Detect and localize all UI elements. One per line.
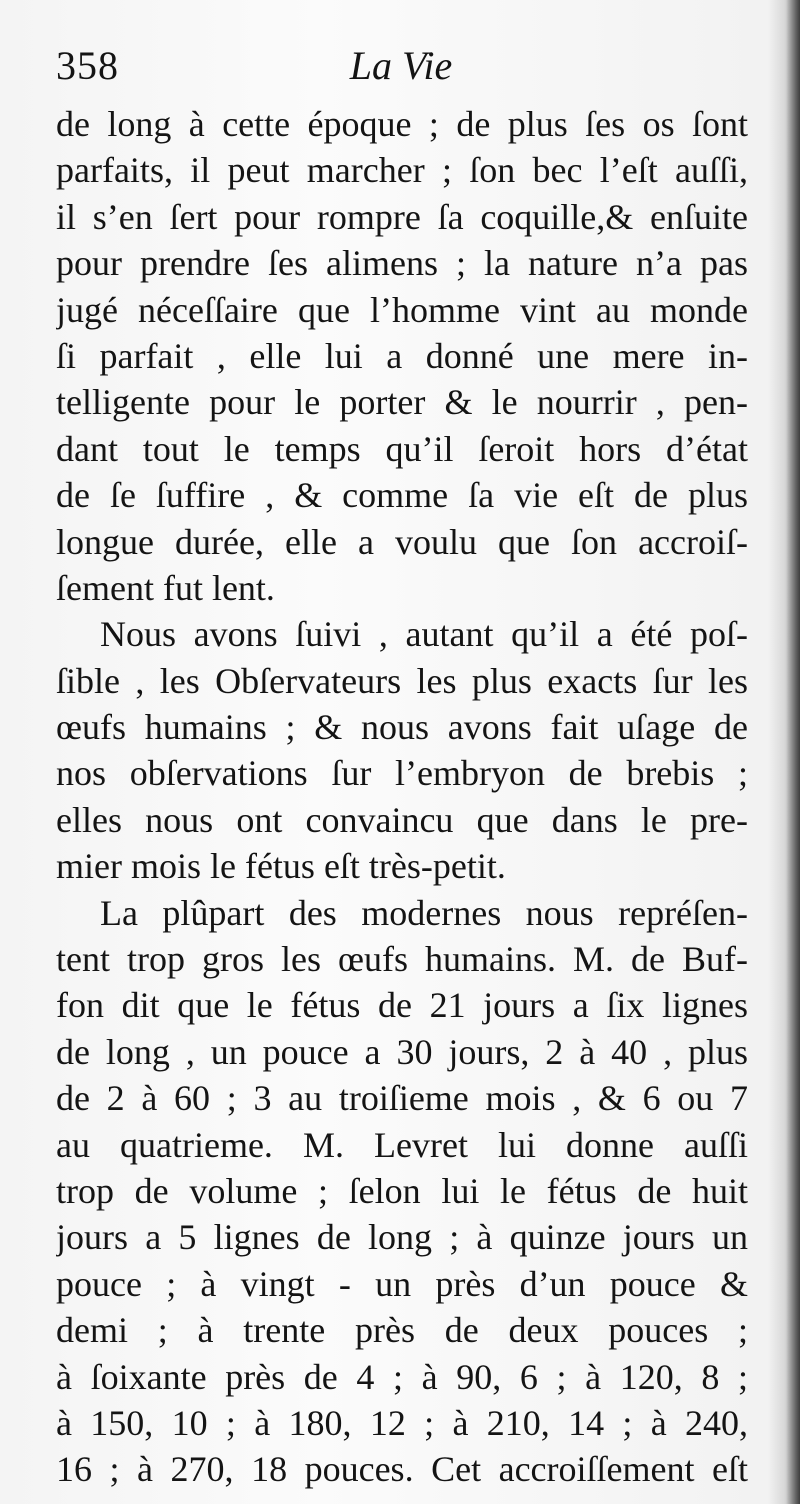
text-line: pouce ; à vingt - un près d’un pouce & [56,1263,748,1304]
text-line: œufs humains ; & nous avons fait uſage de [56,707,748,748]
text-line: de ſe ſuffire , & comme ſa vie eſt de plus [56,475,748,516]
text-line: de 2 à 60 ; 3 au troiſieme mois , & 6 ou 7 [56,1078,748,1119]
text-line: jugé néceſſaire que l’homme vint au monde [56,289,748,330]
body-text [56,101,748,1493]
text-line: La plûpart des modernes nous repréſen- [100,892,748,933]
text-line: telligente pour le porter & le nourrir , pen- [56,382,748,423]
text-line: de long à cette époque ; de plus ſes os ſont [56,104,748,144]
text-line: il s’en ſert pour rompre ſa coquille,& enſuite [56,196,748,237]
text-line: demi ; à trente près de deux pouces ; [56,1310,748,1351]
text-line: pour prendre ſes alimens ; la nature n’a pas [56,243,748,284]
text-line: de long , un pouce a 30 jours, 2 à 40 , plus [56,1031,748,1072]
text-line: Nous avons ſuivi , autant qu’il a été poſ- [100,614,748,655]
text-line: fon dit que le fétus de 21 jours a ſix lignes [56,985,748,1026]
text-line: trop de volume ; ſelon lui le fétus de huit [56,1170,748,1211]
text-line: à ſoixante près de 4 ; à 90, 6 ; à 120, 8 ; [56,1356,748,1397]
text-line: à 150, 10 ; à 180, 12 ; à 210, 14 ; à 240, [56,1402,748,1443]
text-line: elles nous ont convaincu que dans le pre- [56,799,748,840]
text-line: 16 ; à 270, 18 pouces. Cet accroiſſement eſt [56,1449,748,1490]
text-line: tent trop gros les œufs humains. M. de Buf- [56,939,748,980]
page-edge-shadow [786,0,800,1504]
text-line: ſi parfait , elle lui a donné une mere in- [56,335,748,376]
text-line: mier mois le fétus eſt très-petit. [56,846,506,887]
page-header [56,42,746,92]
page-number: 358 [56,43,119,88]
text-line: au quatrieme. M. Levret lui donne auſſi [56,1124,748,1165]
text-line: longue durée, elle a voulu que ſon accroiſ- [56,521,748,562]
text-line: ſement fut lent. [56,567,275,608]
text-line: parfaits, il peut marcher ; ſon bec l’eſt auſſi, [56,150,748,191]
text-line: dant tout le temps qu’il ſeroit hors d’état [56,428,748,469]
running-title: La Vie [349,43,453,88]
text-line: nos obſervations ſur l’embryon de brebis ; [56,753,748,794]
text-line: jours a 5 lignes de long ; à quinze jours un [56,1217,748,1258]
text-line: ſible , les Obſervateurs les plus exacts ſur les [56,660,748,701]
